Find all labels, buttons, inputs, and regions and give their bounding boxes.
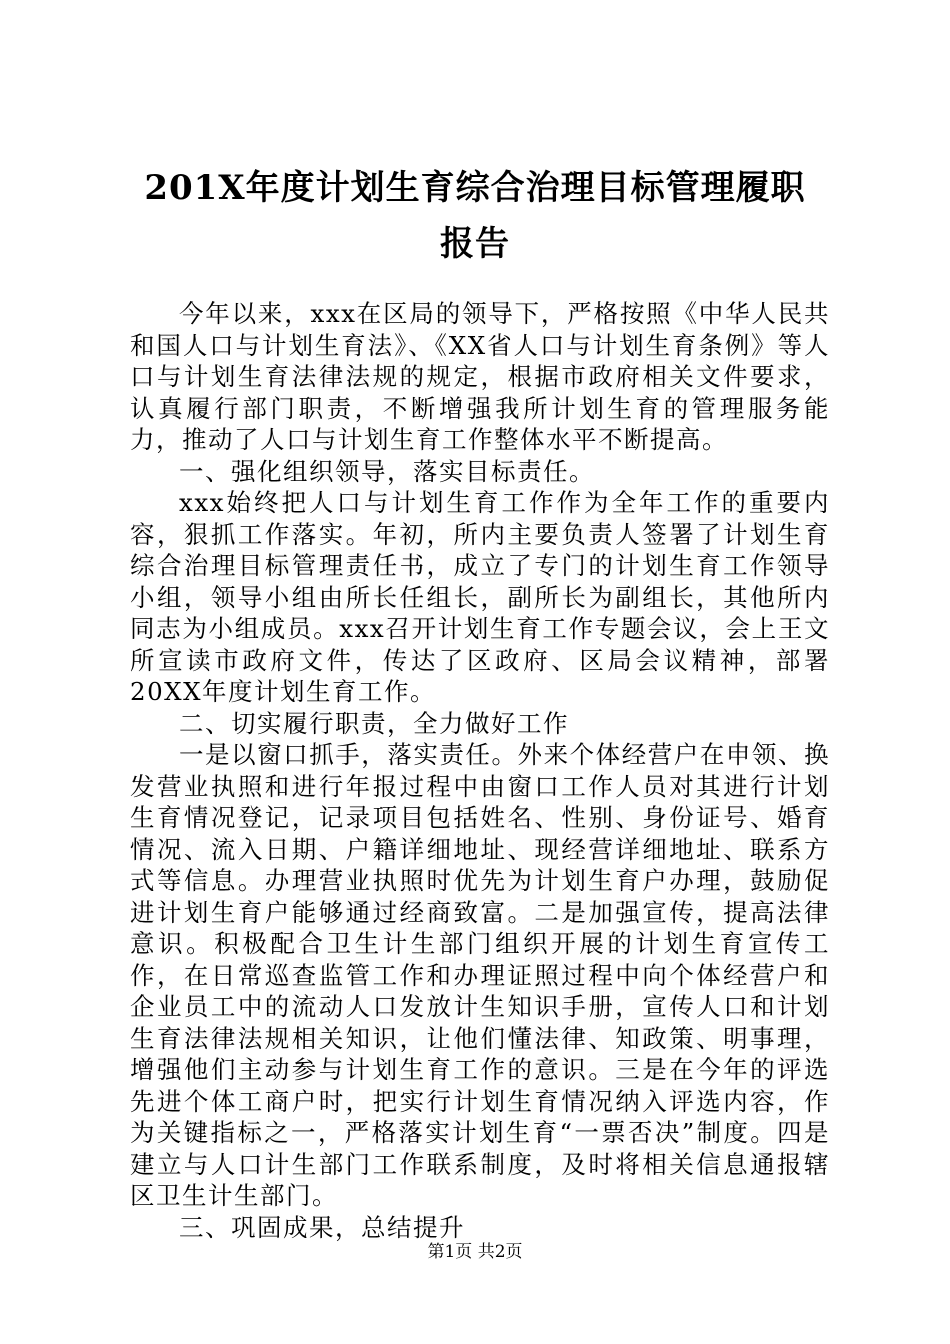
document-title: 201X年度计划生育综合治理目标管理履职报告 — [144, 168, 806, 264]
section-heading-1: 一、强化组织领导，落实目标责任。 — [179, 456, 595, 486]
paragraph-section-1: xxx始终把人口与计划生育工作作为全年工作的重要内容，狠抓工作落实。年初，所内主要负责人签署了计划生育综合治理目标管理责任书，成立了专门的计划生育工作领导小组，领导小组由所长任组长，副所长为副组长，其他所内同志为小组成员。xxx召开计划生育工作专题会议，会上王文所宣读市政府文件，传达了区政府、区局会议精神，部署20XX年度计划生育工作。 — [130, 488, 830, 706]
paragraph-intro: 今年以来，xxx在区局的领导下，严格按照《中华人民共和国人口与计划生育法》、《XX省人口与计划生育条例》等人口与计划生育法律法规的规定，根据市政府相关文件要求，认真履行部门职责，不断增强我所计划生育的管理服务能力，推动了人口与计划生育工作整体水平不断提高。 — [130, 299, 830, 454]
document-body — [130, 298, 830, 1243]
section-heading-3: 三、巩固成果，总结提升 — [179, 1212, 465, 1242]
paragraph-section-2: 一是以窗口抓手，落实责任。外来个体经营户在申领、换发营业执照和进行年报过程中由窗口工作人员对其进行计划生育情况登记，记录项目包括姓名、性别、身份证号、婚育情况、流入日期、户籍详细地址、现经营详细地址、联系方式等信息。办理营业执照时优先为计划生育户办理，鼓励促进计划生育户能够通过经商致富。二是加强宣传，提高法律意识。积极配合卫生计生部门组织开展的计划生育宣传工作，在日常巡查监管工作和办理证照过程中向个体经营户和企业员工中的流动人口发放计生知识手册，宣传人口和计划生育法律法规相关知识，让他们懂法律、知政策、明事理，增强他们主动参与计划生育工作的意识。三是在今年的评选先进个体工商户时，把实行计划生育情况纳入评选内容，作为关键指标之一，严格落实计划生育“一票否决”制度。四是建立与人口计生部门工作联系制度，及时将相关信息通报辖区卫生计生部门。 — [130, 740, 830, 1210]
page-number-footer: 第1页 共2页 — [427, 1242, 523, 1262]
section-heading-2: 二、切实履行职责，全力做好工作 — [179, 708, 569, 738]
